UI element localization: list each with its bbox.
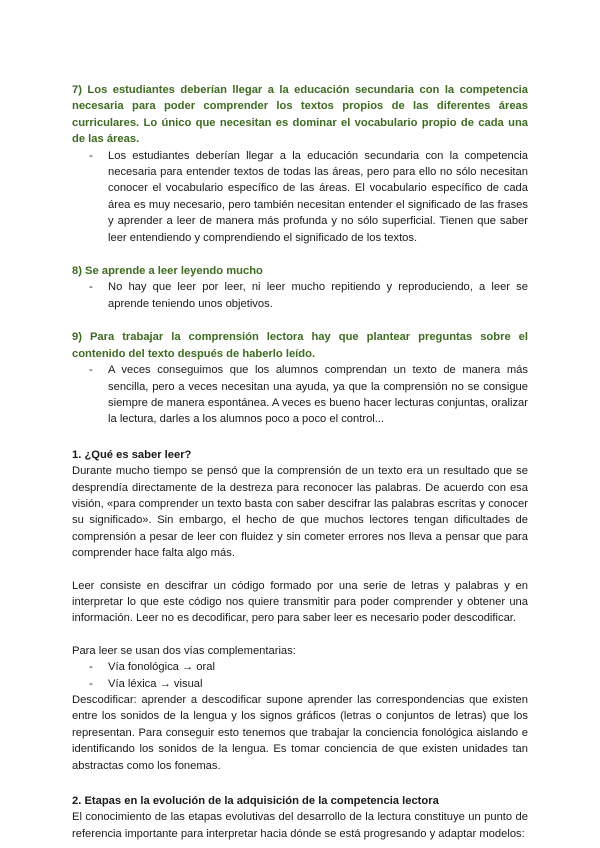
q7-bullet-list [72,148,528,246]
q8-bullet-text: No hay que leer por leer, ni leer mucho repitiendo y reproduciendo, a leer se aprende teniendo unos objetivos. [108,281,528,310]
dash-marker: - [89,364,93,377]
via-lexica-text: Vía léxica → visual [108,677,203,690]
document-page [72,82,528,842]
q7-heading: 7) Los estudiantes deberían llegar a la educación secundaria con la competencia necesaria para poder comprender los textos propios de las diferentes áreas curriculares. Lo único que necesitan es dominar el vocabulario propio de cada una de las áreas. [72,84,528,146]
section2-para1: El conocimiento de las etapas evolutivas del desarrollo de la lectura constituye un punto de referencia importante para interpretar hacia dónde se está progresando y adaptar modelos: [72,811,528,840]
section2-heading: 2. Etapas en la evolución de la adquisición de la competencia lectora [72,795,439,808]
q9-heading: 9) Para trabajar la comprensión lectora hay que plantear preguntas sobre el contenido del texto después de haberlo leído. [72,331,528,360]
via-item [72,659,528,675]
via-item [72,676,528,692]
section1-para3: Para leer se usan dos vías complementarias: [72,644,296,657]
dash-marker: - [89,677,93,690]
dash-marker: - [89,281,93,294]
q7-bullet-text: Los estudiantes deberían llegar a la educación secundaria con la competencia necesaria para entender textos de todas las áreas, pero para ello no sólo necesitan conocer el vocabulario específico de las áreas. El vocabulario específico de cada área es muy necesario, pero también necesitan entender el significado de las frases y aprender a leer de manera más profunda y no sólo superficial. Tienen que saber leer entendiendo y comprendiendo el significado de los textos. [108,149,528,244]
q8-bullet [72,279,528,312]
dash-marker: - [89,661,93,674]
vias-list [72,659,528,692]
dash-marker: - [89,149,93,162]
via-fonologica-text: Vía fonológica → oral [108,661,215,674]
section1-para4: Descodificar: aprender a descodificar supone aprender las correspondencias que existen entre los sonidos de la lengua y los signos gráficos (letras o conjuntos de letras) que los representan. Para conseguir esto tenemos que trabajar la conciencia fonológica aislando e identificando los sonidos de la lengua. Es tomar conciencia de que existen unidades tan abstractas como los fonemas. [72,694,528,772]
section1-heading: 1. ¿Qué es saber leer? [72,448,192,461]
q9-bullet [72,362,528,428]
q8-bullet-list [72,279,528,312]
section1-para2: Leer consiste en descifrar un código formado por una serie de letras y palabras y en interpretar lo que este código nos quiere transmitir para poder comprender y obtener una información. Leer no es decodificar, pero para saber leer es necesario poder descodificar. [72,579,528,625]
q9-bullet-text: A veces conseguimos que los alumnos comprendan un texto de manera más sencilla, pero a veces necesitan una ayuda, ya que la comprensión no se consigue siempre de manera espontánea. A veces es bueno hacer lecturas conjuntas, oralizar la lectura, darles a los alumnos poco a poco el control... [108,364,528,426]
section1-para1: Durante mucho tiempo se pensó que la comprensión de un texto era un resultado que se desprendía directamente de la destreza para reconocer las palabras. De acuerdo con esa visión, «para comprender un texto basta con saber descifrar las palabras escritas y conocer su significado». Sin embargo, el hecho de que muchos lectores tengan dificultades de comprensión a pesar de leer con fluidez y sin cometer errores nos lleva a pensar que para comprender hace falta algo más. [72,465,528,560]
q8-heading: 8) Se aprende a leer leyendo mucho [72,265,263,278]
q7-bullet [72,148,528,246]
q9-bullet-list [72,362,528,428]
